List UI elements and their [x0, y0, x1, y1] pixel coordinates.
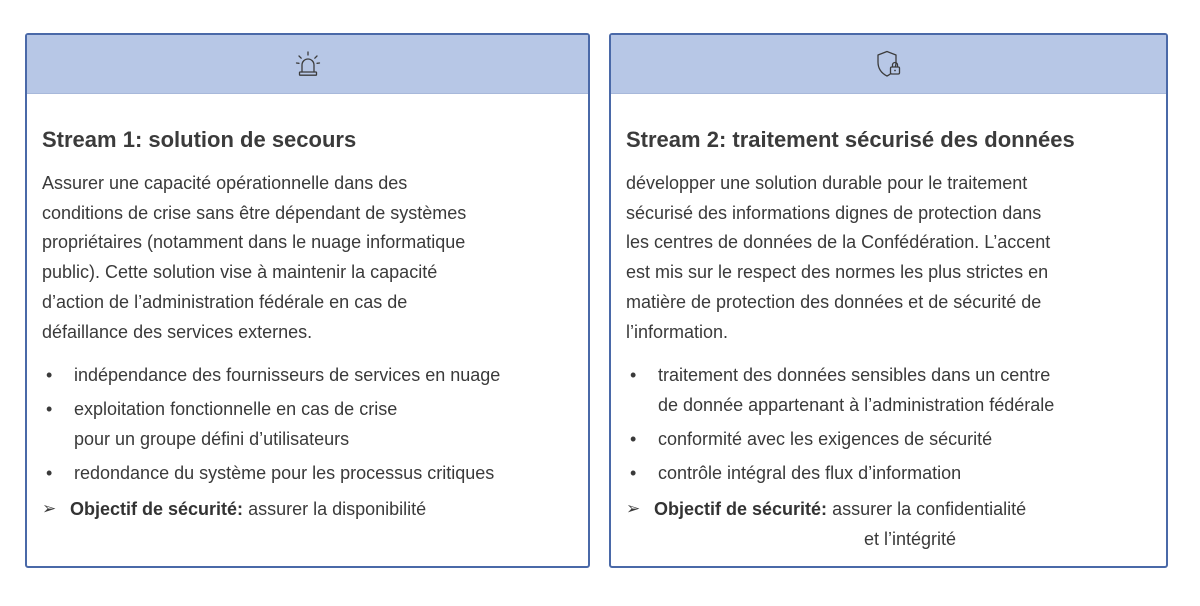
siren-icon — [295, 50, 321, 78]
stream-2-bullet-list — [626, 360, 1152, 488]
objective-text-continued: et l’intégrité — [864, 529, 957, 550]
list-item: • indépendance des fournisseurs de services en nuage — [42, 360, 574, 390]
bullet-icon: • — [46, 463, 53, 484]
stream-1-bullet-list — [42, 360, 574, 488]
objective-label: Objectif de sécurité: — [70, 499, 244, 520]
bullet-icon: • — [46, 365, 53, 386]
shield-lock-icon — [875, 49, 903, 79]
stream-2-title: Stream 2: traitement sécurisé des données — [626, 127, 1075, 152]
bullet-icon: • — [630, 365, 637, 386]
stream-1-description: Assurer une capacité opérationnelle dans des conditions de crise sans être dépendant de systèmes propriétaires (notamment dans le nuage informatique public). Cette solution vise à maintenir la capacité d’action de l’administration fédérale en cas de défaillance des services externes. — [42, 173, 467, 342]
bullet-icon: • — [630, 463, 637, 484]
stream-2-card — [609, 33, 1168, 568]
objective-label: Objectif de sécurité: — [654, 499, 828, 520]
list-item: • conformité avec les exigences de sécurité — [626, 424, 1152, 454]
objective-text: assurer la confidentialité — [832, 499, 1027, 520]
arrow-bullet-icon: ➢ — [42, 499, 57, 519]
list-item: • traitement des données sensibles dans un centre de donnée appartenant à l’administration fédérale — [626, 360, 1152, 420]
stream-1-title: Stream 1: solution de secours — [42, 127, 357, 152]
bullet-icon: • — [46, 399, 53, 420]
stream-1-card — [25, 33, 590, 568]
arrow-bullet-icon: ➢ — [626, 499, 641, 519]
stream-2-header — [611, 35, 1166, 94]
stream-1-header — [27, 35, 588, 94]
bullet-icon: • — [630, 429, 637, 450]
list-item: • contrôle intégral des flux d’information — [626, 458, 1152, 488]
stream-1-objective — [42, 494, 574, 524]
stream-2-objective — [626, 494, 1152, 554]
objective-text: assurer la disponibilité — [248, 499, 427, 520]
list-item: • exploitation fonctionnelle en cas de crise pour un groupe défini d’utilisateurs — [42, 394, 574, 454]
stream-2-description: développer une solution durable pour le traitement sécurisé des informations dignes de protection dans les centres de données de la Confédération. L’accent est mis sur le respect des normes les plus strictes en matière de protection des données et de sécurité de l’information. — [626, 173, 1051, 342]
list-item: • redondance du système pour les processus critiques — [42, 458, 574, 488]
